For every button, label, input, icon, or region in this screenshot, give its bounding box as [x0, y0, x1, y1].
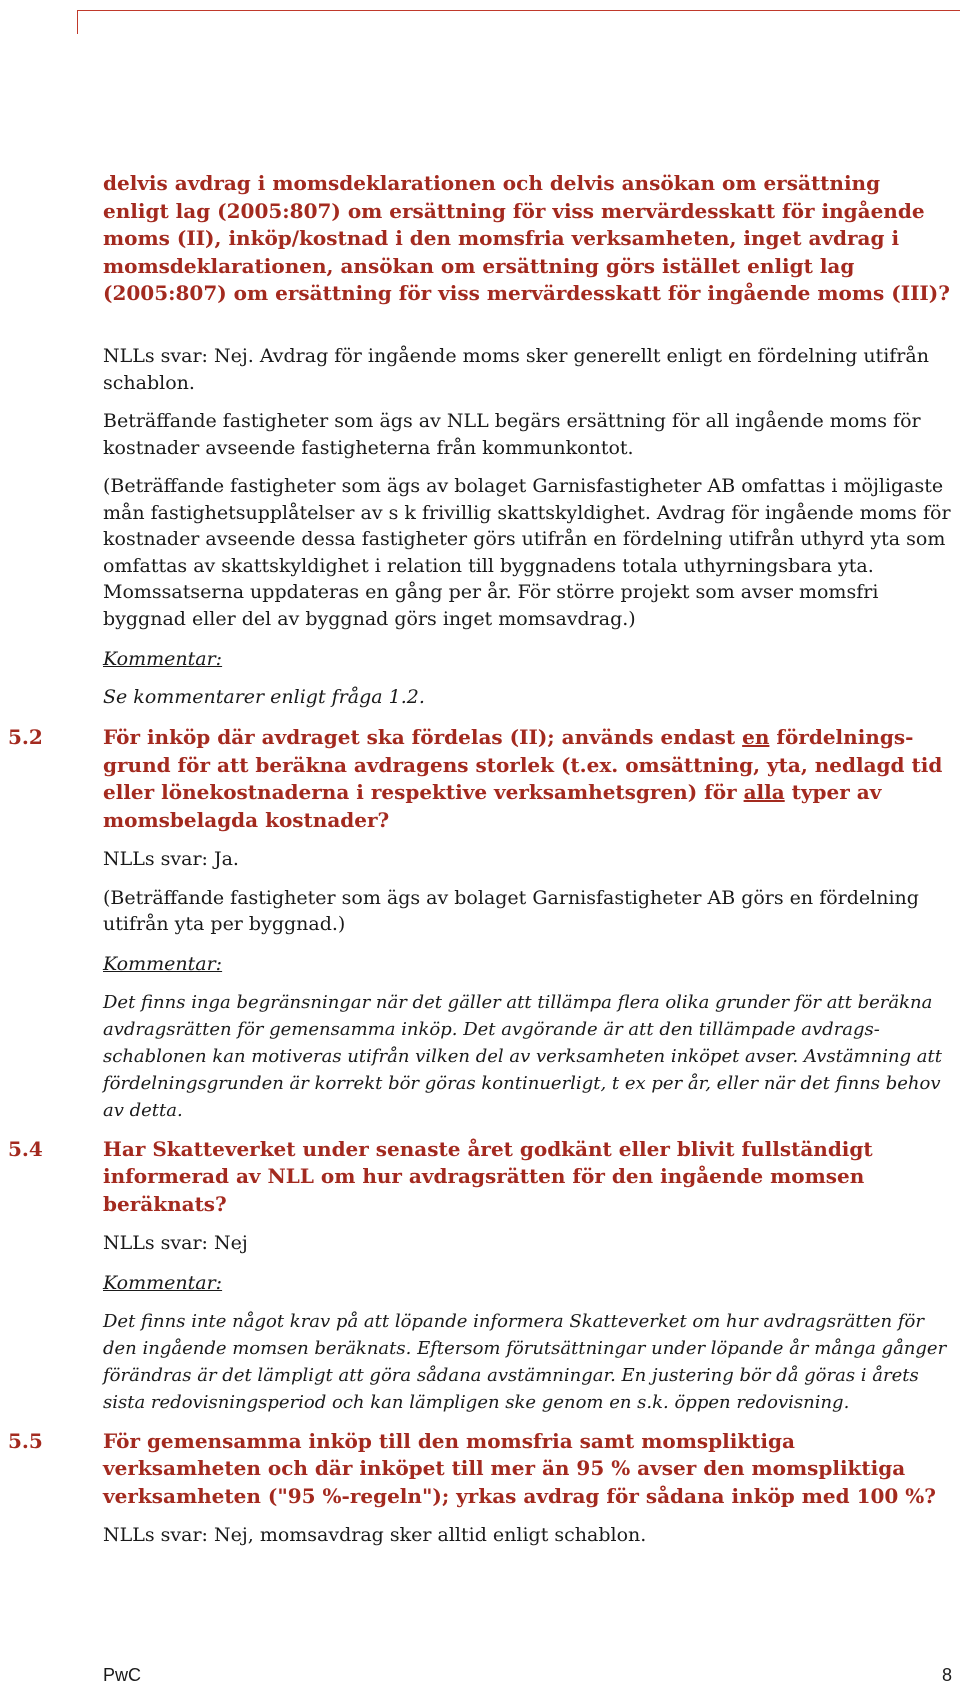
question-5-5: [8, 1428, 951, 1511]
comment-label: Kommentar:: [103, 648, 223, 670]
question-text: För gemensamma inköp till den momsfria samt momspliktiga verksamheten och där inköpet till mer än 95 % avser den momspliktiga verksamheten ("95 %-regeln"); yrkas avdrag för sådana inköp med 100 %?: [103, 1428, 936, 1508]
question-text: delvis avdrag i momsdeklarationen och delvis ansökan om ersättning enligt lag (2005:807) om ersättning för viss mervärdesskatt för ingående moms (II), inköp/kostnad i den momsfria verksamheten, inget avdrag i momsdeklarationen, ansökan om ersättning görs istället enligt lag (2005:807) om ersättning för viss mervärdesskatt för ingående moms (III)?: [103, 171, 950, 305]
header-rule: [77, 10, 960, 11]
question-text: fördelnings-grund för att beräkna avdragens storlek (t.ex. omsättning, yta, nedlagd tid eller lönekostnaderna i respektive verksamhetsgren) för: [103, 725, 943, 804]
answer-text: NLLs svar: Nej: [103, 1232, 248, 1254]
question-number: 5.5: [8, 1428, 43, 1453]
comment-label: Kommentar:: [103, 1271, 223, 1294]
answer-text: NLLs svar: Nej, momsavdrag sker alltid enligt schablon.: [103, 1524, 647, 1546]
paragraph: (Beträffande fastigheter som ägs av bolaget Garnisfastigheter AB omfattas i möjligaste mån fastighetsupplåtelser av s k frivillig skattskyldighet. Avdrag för ingående moms för kostnader avseende dessa fastigheter görs utifrån en fördelning utifrån uthyrd yta som omfattas av skattskyldighet i relation till byggnadens totala uthyrningsbara yta. Momssatserna uppdateras en gång per år. För större projekt som avser momsfri byggnad eller del av byggnad görs inget momsavdrag.): [103, 475, 951, 630]
question-text: För inköp där avdraget ska fördelas (II); används endast: [103, 725, 743, 749]
answer-text: NLLs svar: Ja.: [103, 848, 239, 870]
paragraph: Beträffande fastigheter som ägs av NLL begärs ersättning för all ingående moms för kostnader avseende fastigheterna från kommunkontot.: [103, 410, 921, 459]
header-rule-corner: [77, 10, 78, 34]
comment-label: Kommentar:: [103, 952, 223, 975]
paragraph: (Beträffande fastigheter som ägs av bolaget Garnisfastigheter AB görs en fördelning utifrån yta per byggnad.): [103, 886, 919, 935]
question-5-2: [8, 724, 951, 834]
question-text: Har Skatteverket under senaste året godkänt eller blivit fullständigt informerad av NLL om hur avdragsrätten för den ingående momsen beräknats?: [103, 1136, 873, 1216]
page-number: 8: [942, 1665, 953, 1685]
emphasis: en: [742, 725, 770, 749]
question-text: typer av momsbelagda kostnader?: [103, 780, 882, 832]
footer-brand: PwC: [103, 1665, 142, 1685]
comment-text: Se kommentarer enligt fråga 1.2.: [103, 686, 425, 708]
comment-text: Det finns inga begränsningar när det gäller att tillämpa flera olika grunder för att beräkna avdragsrätten för gemensamma inköp. Det avgörande är att den tillämpade avdrags-schablonen kan motiveras utifrån vilken del av verksamheten inköpet avser. Avstämning att fördelningsgrunden är korrekt bör göras kontinuerligt, t ex per år, eller när det finns behov av detta.: [103, 991, 943, 1121]
question-number: 5.2: [8, 725, 43, 749]
question-5-4: [8, 1136, 951, 1219]
emphasis: alla: [743, 780, 785, 804]
question-number: 5.4: [8, 1136, 43, 1161]
document-body: [8, 170, 951, 1549]
answer-text: NLLs svar: Nej. Avdrag för ingående moms sker generellt enligt en fördelning utifrån schablon.: [103, 345, 929, 394]
comment-text: Det finns inte något krav på att löpande informera Skatteverket om hur avdragsrätten för den ingående momsen beräknats. Eftersom förutsättningar under löpande år många gånger förändras är det lämpligt att göra sådana avstämningar. En justering bör då göras i årets sista redovisningsperiod och kan lämpligen ske genom en s.k. öppen redovisning.: [103, 1310, 947, 1413]
